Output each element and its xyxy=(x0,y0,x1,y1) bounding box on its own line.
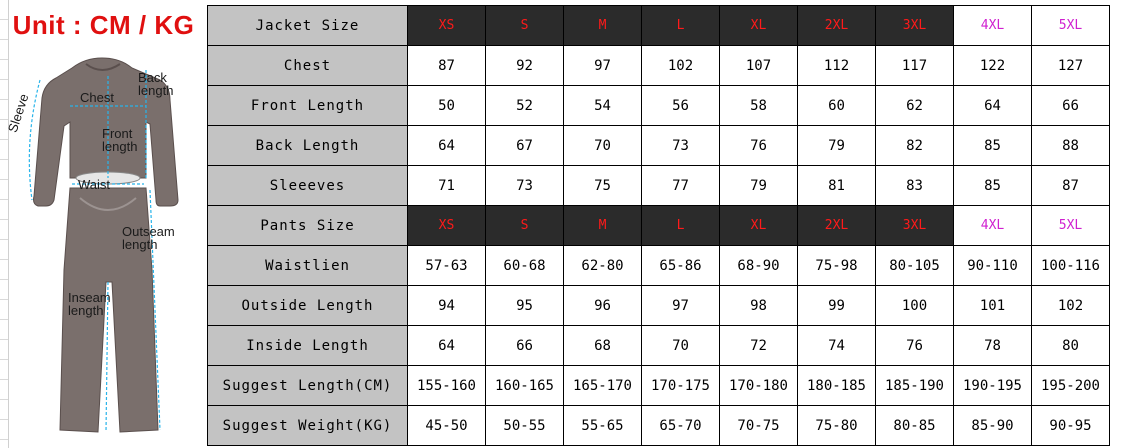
table-cell: 73 xyxy=(486,166,564,206)
row-label: Pants Size xyxy=(208,206,408,246)
table-cell: 107 xyxy=(720,46,798,86)
table-cell: 87 xyxy=(408,46,486,86)
table-cell: 45-50 xyxy=(408,406,486,446)
table-cell: 52 xyxy=(486,86,564,126)
table-cell: 74 xyxy=(798,326,876,366)
table-cell: 77 xyxy=(642,166,720,206)
size-header-cell: 3XL xyxy=(876,206,954,246)
row-label: Suggest Weight(KG) xyxy=(208,406,408,446)
left-panel xyxy=(0,0,207,448)
table-cell: 64 xyxy=(408,126,486,166)
row-label: Outside Length xyxy=(208,286,408,326)
inseam-length-label: Inseam length xyxy=(68,290,111,318)
size-header-cell: 5XL xyxy=(1032,206,1110,246)
table-row xyxy=(208,406,1110,446)
table-cell: 92 xyxy=(486,46,564,86)
table-cell: 90-110 xyxy=(954,246,1032,286)
table-cell: 75-98 xyxy=(798,246,876,286)
table-cell: 62 xyxy=(876,86,954,126)
table-cell: 78 xyxy=(954,326,1032,366)
table-cell: 50 xyxy=(408,86,486,126)
table-cell: 102 xyxy=(1032,286,1110,326)
table-cell: 97 xyxy=(564,46,642,86)
size-header-row xyxy=(208,206,1110,246)
chest-label: Chest xyxy=(80,90,114,105)
table-cell: 112 xyxy=(798,46,876,86)
unit-title: Unit : CM / KG xyxy=(12,10,195,40)
size-header-cell: L xyxy=(642,6,720,46)
table-cell: 80 xyxy=(1032,326,1110,366)
table-row xyxy=(208,126,1110,166)
table-row xyxy=(208,166,1110,206)
table-cell: 80-105 xyxy=(876,246,954,286)
table-cell: 82 xyxy=(876,126,954,166)
table-cell: 70 xyxy=(642,326,720,366)
table-cell: 55-65 xyxy=(564,406,642,446)
size-header-cell: M xyxy=(564,6,642,46)
table-cell: 85 xyxy=(954,126,1032,166)
table-cell: 85-90 xyxy=(954,406,1032,446)
outseam-length-label: Outseam length xyxy=(122,224,175,252)
row-label: Suggest Length(CM) xyxy=(208,366,408,406)
table-cell: 70 xyxy=(564,126,642,166)
table-cell: 65-70 xyxy=(642,406,720,446)
table-cell: 117 xyxy=(876,46,954,86)
size-header-cell: XS xyxy=(408,206,486,246)
row-label: Jacket Size xyxy=(208,6,408,46)
table-cell: 122 xyxy=(954,46,1032,86)
table-cell: 165-170 xyxy=(564,366,642,406)
table-cell: 100-116 xyxy=(1032,246,1110,286)
size-header-cell: 2XL xyxy=(798,206,876,246)
table-row xyxy=(208,246,1110,286)
table-cell: 66 xyxy=(1032,86,1110,126)
table-cell: 99 xyxy=(798,286,876,326)
row-label: Waistlien xyxy=(208,246,408,286)
table-cell: 160-165 xyxy=(486,366,564,406)
row-label: Chest xyxy=(208,46,408,86)
table-cell: 83 xyxy=(876,166,954,206)
table-cell: 62-80 xyxy=(564,246,642,286)
size-header-cell: S xyxy=(486,6,564,46)
table-row xyxy=(208,326,1110,366)
table-cell: 97 xyxy=(642,286,720,326)
front-length-label: Front length xyxy=(102,126,138,154)
table-cell: 95 xyxy=(486,286,564,326)
table-cell: 71 xyxy=(408,166,486,206)
table-cell: 81 xyxy=(798,166,876,206)
table-cell: 94 xyxy=(408,286,486,326)
sleeve-label: Sleeve xyxy=(4,91,32,135)
table-cell: 73 xyxy=(642,126,720,166)
table-cell: 75-80 xyxy=(798,406,876,446)
table-cell: 67 xyxy=(486,126,564,166)
table-row xyxy=(208,286,1110,326)
size-header-cell: L xyxy=(642,206,720,246)
table-cell: 64 xyxy=(954,86,1032,126)
table-cell: 185-190 xyxy=(876,366,954,406)
row-label: Back Length xyxy=(208,126,408,166)
size-header-cell: XS xyxy=(408,6,486,46)
table-cell: 98 xyxy=(720,286,798,326)
table-cell: 100 xyxy=(876,286,954,326)
table-cell: 56 xyxy=(642,86,720,126)
waist-label: Waist xyxy=(78,177,111,192)
size-header-cell: 4XL xyxy=(954,6,1032,46)
table-cell: 66 xyxy=(486,326,564,366)
table-cell: 101 xyxy=(954,286,1032,326)
table-cell: 64 xyxy=(408,326,486,366)
table-cell: 72 xyxy=(720,326,798,366)
table-cell: 127 xyxy=(1032,46,1110,86)
table-cell: 75 xyxy=(564,166,642,206)
table-cell: 50-55 xyxy=(486,406,564,446)
back-length-label: Back length xyxy=(138,70,174,98)
size-header-cell: 3XL xyxy=(876,6,954,46)
table-cell: 90-95 xyxy=(1032,406,1110,446)
table-cell: 170-175 xyxy=(642,366,720,406)
table-row xyxy=(208,366,1110,406)
table-cell: 180-185 xyxy=(798,366,876,406)
table-cell: 190-195 xyxy=(954,366,1032,406)
table-cell: 170-180 xyxy=(720,366,798,406)
table-cell: 85 xyxy=(954,166,1032,206)
size-header-cell: 2XL xyxy=(798,6,876,46)
table-cell: 76 xyxy=(876,326,954,366)
size-header-cell: S xyxy=(486,206,564,246)
table-cell: 58 xyxy=(720,86,798,126)
table-cell: 68 xyxy=(564,326,642,366)
table-cell: 155-160 xyxy=(408,366,486,406)
table-cell: 60 xyxy=(798,86,876,126)
size-header-row xyxy=(208,6,1110,46)
table-cell: 195-200 xyxy=(1032,366,1110,406)
garment-diagram xyxy=(4,50,200,444)
table-cell: 65-86 xyxy=(642,246,720,286)
size-header-cell: 4XL xyxy=(954,206,1032,246)
table-cell: 54 xyxy=(564,86,642,126)
table-cell: 88 xyxy=(1032,126,1110,166)
size-header-cell: XL xyxy=(720,206,798,246)
table-cell: 102 xyxy=(642,46,720,86)
size-chart-table xyxy=(207,5,1110,446)
table-cell: 96 xyxy=(564,286,642,326)
row-label: Front Length xyxy=(208,86,408,126)
table-cell: 80-85 xyxy=(876,406,954,446)
table-cell: 57-63 xyxy=(408,246,486,286)
table-row xyxy=(208,86,1110,126)
table-cell: 70-75 xyxy=(720,406,798,446)
table-cell: 79 xyxy=(798,126,876,166)
table-cell: 79 xyxy=(720,166,798,206)
size-header-cell: 5XL xyxy=(1032,6,1110,46)
table-row xyxy=(208,46,1110,86)
size-header-cell: M xyxy=(564,206,642,246)
row-label: Sleeeves xyxy=(208,166,408,206)
row-label: Inside Length xyxy=(208,326,408,366)
table-cell: 60-68 xyxy=(486,246,564,286)
table-cell: 76 xyxy=(720,126,798,166)
table-cell: 87 xyxy=(1032,166,1110,206)
size-header-cell: XL xyxy=(720,6,798,46)
table-cell: 68-90 xyxy=(720,246,798,286)
